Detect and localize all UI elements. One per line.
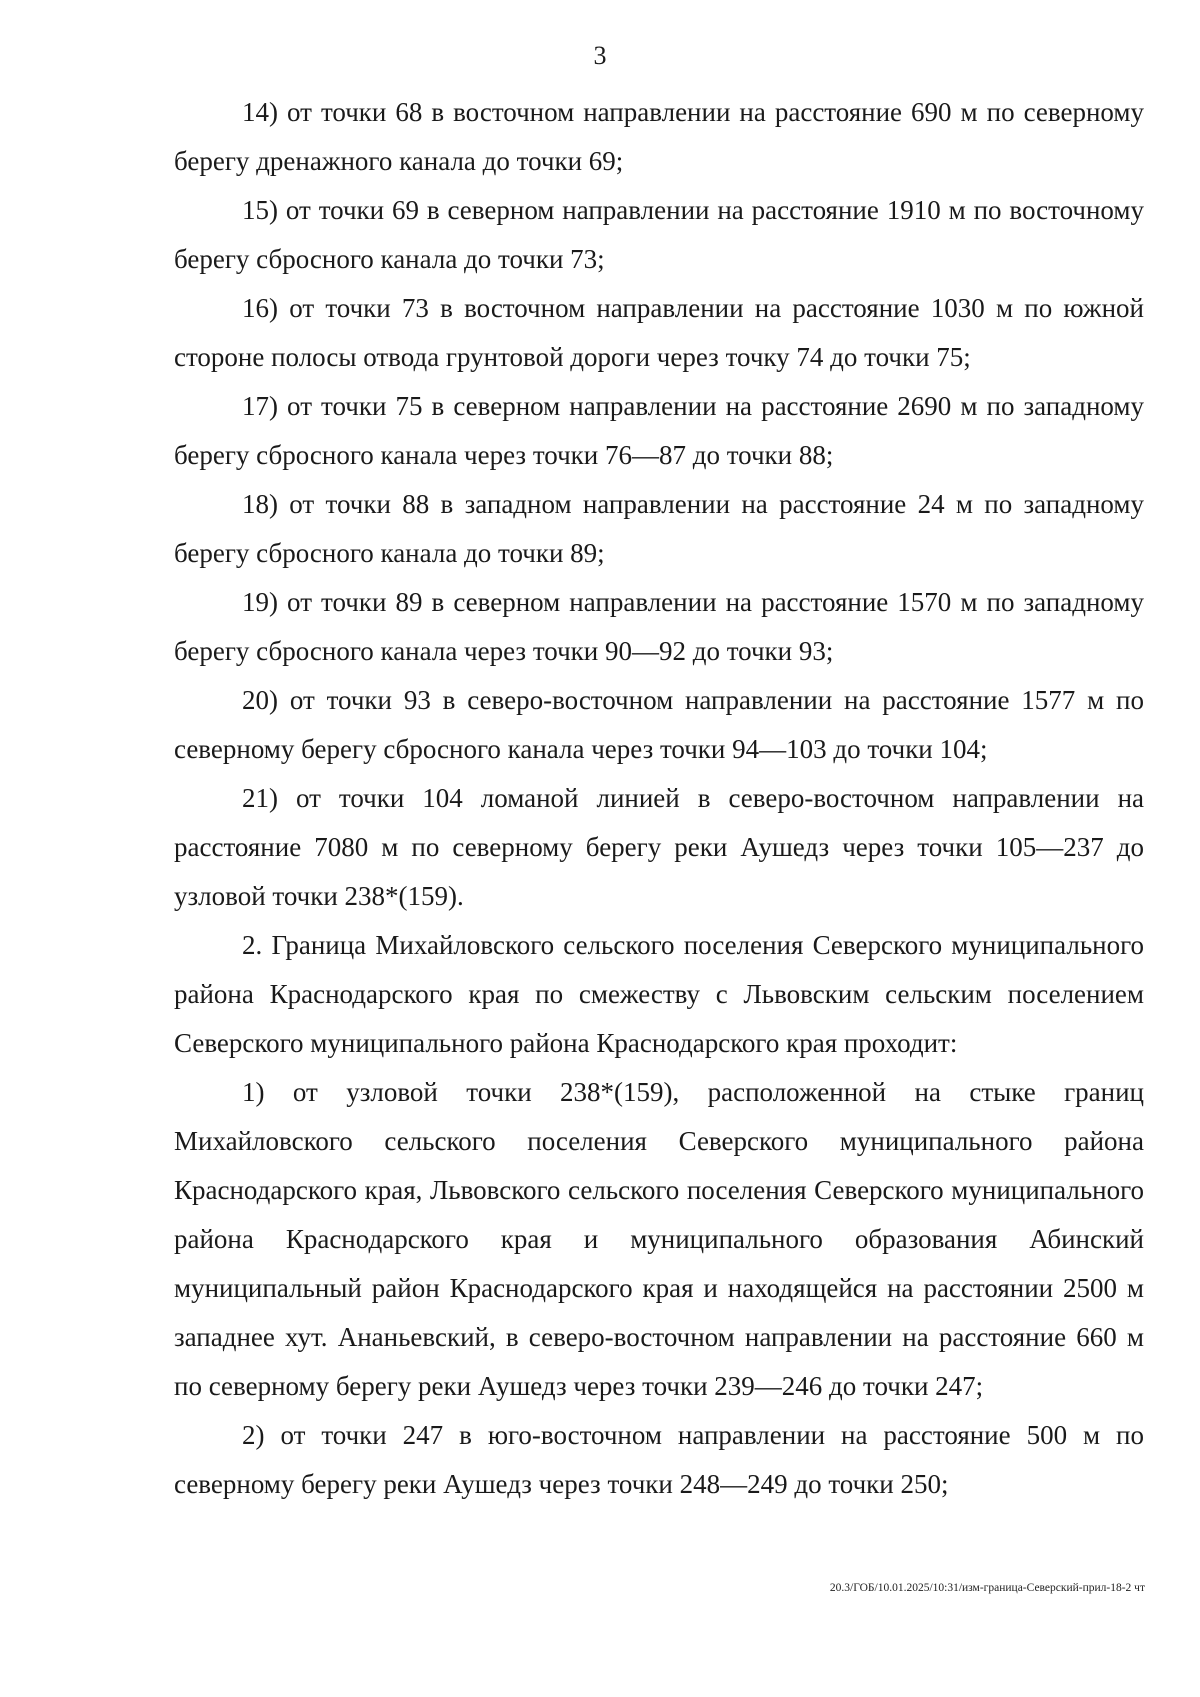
document-body [174, 88, 1144, 1509]
paragraph-item-20: 20) от точки 93 в северо-восточном направлении на расстояние 1577 м по северному берегу сбросного канала через точки 94—103 до точки 104; [174, 685, 1144, 764]
paragraph-item-19: 19) от точки 89 в северном направлении на расстояние 1570 м по западному берегу сбросного канала через точки 90—92 до точки 93; [174, 587, 1144, 666]
paragraph-item-16: 16) от точки 73 в восточном направлении на расстояние 1030 м по южной стороне полосы отвода грунтовой дороги через точку 74 до точки 75; [174, 293, 1144, 372]
paragraph-item-21: 21) от точки 104 ломаной линией в северо-восточном направлении на расстояние 7080 м по северному берегу реки Аушедз через точки 105—237 до узловой точки 238*(159). [174, 783, 1144, 911]
section-2-item-1: 1) от узловой точки 238*(159), расположенной на стыке границ Михайловского сельского поселения Северского муниципального района Краснодарского края, Львовского сельского поселения Северского муниципального района Краснодарского края и муниципального образования Абинский муниципальный район Краснодарского края и находящейся на расстоянии 2500 м западнее хут. Ананьевский, в северо-восточном направлении на расстояние 660 м по северному берегу реки Аушедз через точки 239—246 до точки 247; [174, 1077, 1144, 1401]
paragraph-item-15: 15) от точки 69 в северном направлении на расстояние 1910 м по восточному берегу сбросного канала до точки 73; [174, 195, 1144, 274]
paragraph-item-17: 17) от точки 75 в северном направлении на расстояние 2690 м по западному берегу сбросного канала через точки 76—87 до точки 88; [174, 391, 1144, 470]
page-number: 3 [593, 41, 607, 70]
footer-document-stamp: 20.3/ГОБ/10.01.2025/10:31/изм-граница-Северский-прил-18-2 чт [829, 1582, 1145, 1594]
paragraph-item-18: 18) от точки 88 в западном направлении на расстояние 24 м по западному берегу сбросного канала до точки 89; [174, 489, 1144, 568]
paragraph-item-14: 14) от точки 68 в восточном направлении на расстояние 690 м по северному берегу дренажного канала до точки 69; [174, 97, 1144, 176]
section-2-item-2: 2) от точки 247 в юго-восточном направлении на расстояние 500 м по северному берегу реки Аушедз через точки 248—249 до точки 250; [174, 1420, 1144, 1499]
section-2-heading-paragraph: 2. Граница Михайловского сельского поселения Северского муниципального района Краснодарского края по смежеству с Львовским сельским поселением Северского муниципального района Краснодарского края проходит: [174, 930, 1144, 1058]
